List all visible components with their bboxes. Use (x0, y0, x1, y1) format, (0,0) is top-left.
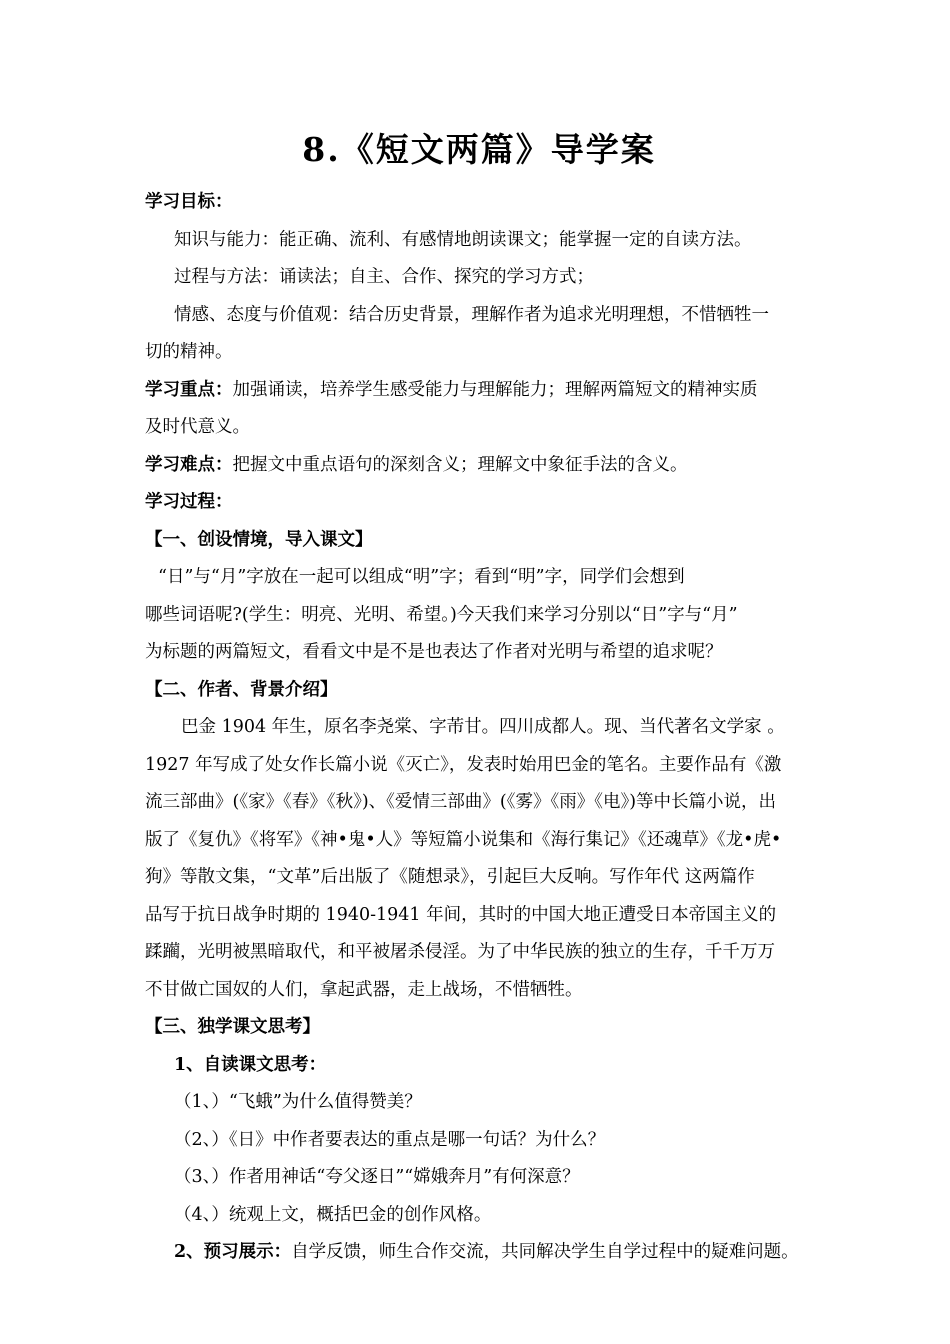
question-item: （4、）统观上文，概括巴金的创作风格。 (174, 1204, 492, 1225)
key-points-label: 学习重点： (145, 379, 233, 400)
section1-line: 为标题的两篇短文，看看文中是不是也表达了作者对光明与希望的追求呢？ (145, 642, 723, 662)
difficulties (145, 447, 813, 485)
section2-line: 版了《复仇》《将军》《神•鬼•人》等短篇小说集和《海行集记》《还魂草》《龙•虎• (145, 829, 782, 850)
page-title: 8.《短文两篇》导学案 (302, 130, 656, 169)
sub2-text: 自学反馈，师生合作交流，共同解决学生自学过程中的疑难问题。 (291, 1242, 799, 1262)
section1-line: 哪些词语呢?(学生：明亮、光明、希望。)今天我们来学习分别以“日”字与“月” (145, 604, 738, 625)
section3-sub2 (145, 1234, 813, 1272)
goal-knowledge: 知识与能力：能正确、流利、有感情地朗读课文；能掌握一定的自读方法。 (174, 229, 752, 250)
section2-heading: 【二、作者、背景介绍】 (145, 679, 338, 700)
section2-line: 狗》等散文集，“文革”后出版了《随想录》，引起巨大反响。写作年代 这两篇作 (145, 867, 755, 887)
section2-line: 品写于抗日战争时期的 1940-1941 年间，其时的中国大地正遭受日本帝国主义的 (145, 904, 777, 925)
document-page (145, 128, 813, 1272)
section1-heading: 【一、创设情境，导入课文】 (145, 529, 373, 550)
section1-line: “日”与“月”字放在一起可以组成“明”字；看到“明”字，同学们会想到 (158, 567, 685, 587)
question-item: （3、）作者用神话“夸父逐日”“嫦娥奔月”有何深意？ (174, 1167, 580, 1187)
section3-heading: 【三、独学课文思考】 (145, 1017, 320, 1037)
section2-line: 巴金 1904 年生，原名李尧棠、字芾甘。四川成都人。现、当代著名文学家 。 (181, 717, 785, 737)
difficulties-text: 把握文中重点语句的深刻含义；理解文中象征手法的含义。 (232, 454, 688, 475)
difficulties-label: 学习难点： (145, 454, 233, 475)
goal-emotion: 情感、态度与价值观：结合历史背景，理解作者为追求光明理想，不惜牺牲一 (174, 304, 769, 325)
section2-line: 蹂躏，光明被黑暗取代，和平被屠杀侵淫。为了中华民族的独立的生存，千千万万 (145, 942, 775, 962)
process-heading: 学习过程： (145, 492, 233, 512)
section2-line: 1927 年写成了处女作长篇小说《灭亡》，发表时始用巴金的笔名。主要作品有《激 (145, 754, 782, 775)
section3-sub1: 1、自读课文思考： (174, 1054, 327, 1075)
question-item: （1、）“飞蛾”为什么值得赞美？ (174, 1092, 422, 1112)
goal-emotion-cont: 切的精神。 (145, 342, 233, 362)
key-points-cont: 及时代意义。 (145, 417, 250, 437)
section2-line: 不甘做亡国奴的人们，拿起武器，走上战场，不惜牺牲。 (145, 979, 583, 1000)
key-points-text: 加强诵读，培养学生感受能力与理解能力；理解两篇短文的精神实质 (232, 379, 758, 400)
goals-heading: 学习目标： (145, 192, 233, 212)
goal-process: 过程与方法：诵读法；自主、合作、探究的学习方式； (174, 267, 594, 287)
sub2-label: 2、预习展示： (174, 1242, 292, 1262)
question-item: （2、）《日》中作者要表达的重点是哪一句话？为什么？ (174, 1129, 606, 1150)
section2-line: 流三部曲》(《家》《春》《秋》)、《爱情三部曲》(《雾》《雨》《电》)等中长篇小说，出 (145, 792, 777, 812)
key-points (145, 372, 813, 410)
